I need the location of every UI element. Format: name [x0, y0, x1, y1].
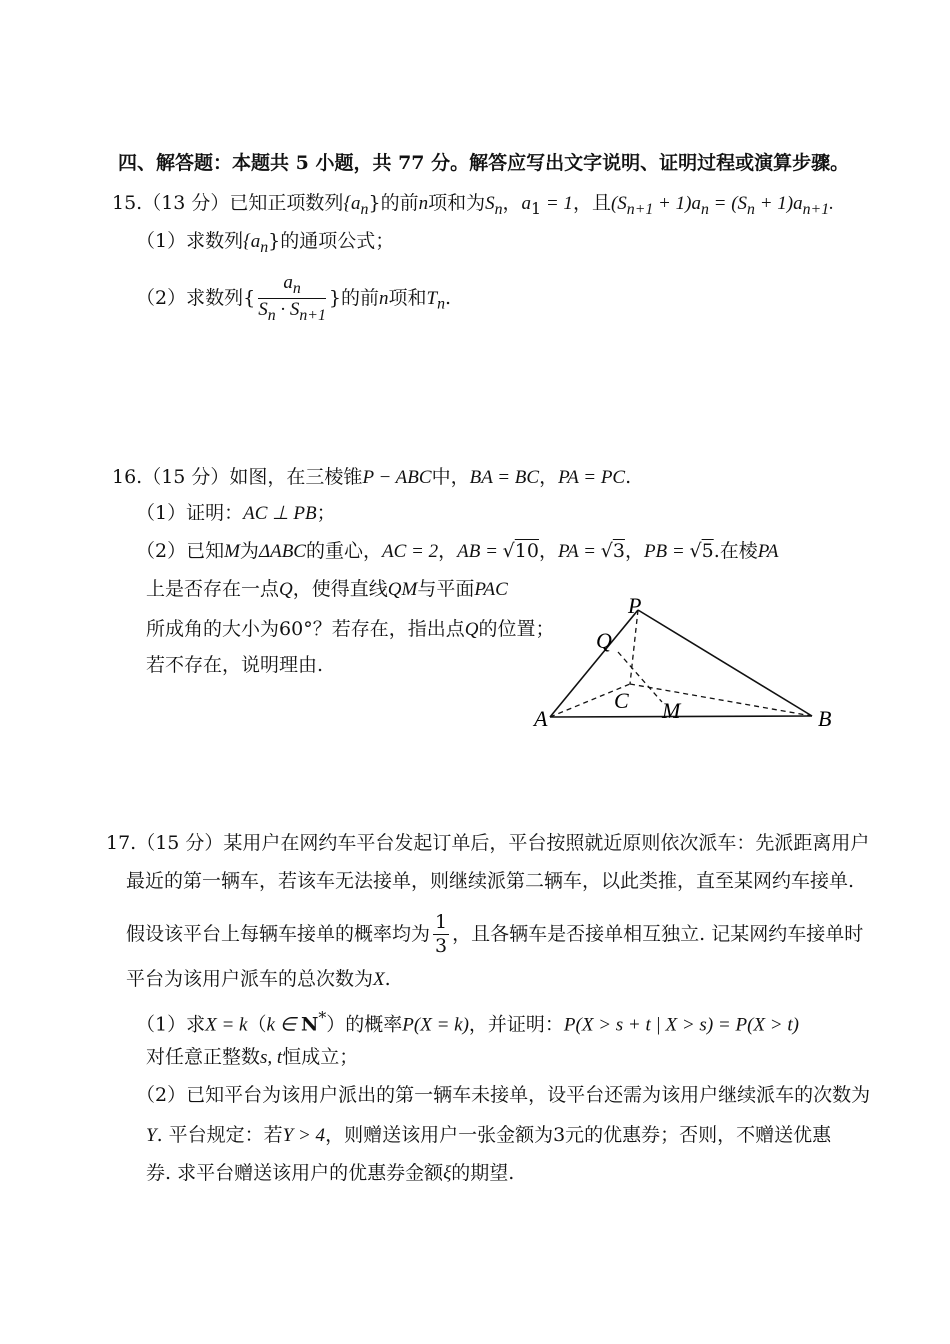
q17-line1: 17.（15 分）某用户在网约车平台发起订单后，平台按照就近原则依次派车：先派距离用户: [106, 832, 870, 854]
q16-line3: 上是否存在一点Q，使得直线QM与平面PAC: [146, 578, 508, 600]
q16-header: 16.（15 分）如图，在三棱锥: [112, 466, 363, 488]
q15-recurrence: $(S_{n+1} + 1)a_n = (S_n + 1)a_{n+1}$.: [610, 193, 834, 218]
q17-line3: 假设该平台上每辆车接单的概率均为 $\frac{1}{3}$ ，且各辆车是否接单相互独立. 记某网约车接单时: [126, 911, 864, 957]
edge-ab: [550, 716, 812, 717]
q17-part1: （1）求X = k（k ∈ N*）的概率P(X = k)，并证明：P(X > s + t | X > s) = P(X > t): [136, 1008, 799, 1036]
q17-part2-line1: （2）已知平台为该用户派出的第一辆车未接单，设平台还需为该用户继续派车的次数为: [136, 1084, 871, 1106]
q17-probability-fraction: $\frac{1}{3}$: [435, 911, 448, 957]
section-heading: 四、解答题：本题共 5 小题，共 77 分。解答应写出文字说明、证明过程或演算步骤。: [118, 152, 850, 174]
label-b: B: [818, 706, 832, 731]
label-q: Q: [596, 628, 612, 653]
q17-line2: 最近的第一辆车，若该车无法接单，则继续派第二辆车，以此类推，直至某网约车接单.: [126, 870, 855, 892]
q16-line4: 所成角的大小为60°？若存在，指出点Q的位置；: [146, 618, 555, 640]
q15-part1: （1）求数列$\{a_n\}$的通项公式；: [136, 230, 395, 256]
q16-part2: （2）已知M为ΔABC的重心，AC = 2，AB = √10，PA = √3，PB = √5.在棱PA: [136, 540, 779, 562]
q17-line4: 平台为该用户派车的总次数为X.: [126, 968, 391, 990]
label-p: P: [628, 596, 642, 618]
q16-line1: 16.（15 分）如图，在三棱锥P − ABC中，BA = BC，PA = PC.: [112, 466, 632, 488]
q15-fraction: $\frac{a_n}{S_n \cdot S_{n+1}}$: [258, 272, 326, 324]
label-a: A: [534, 706, 548, 731]
q16-part1: （1）证明：AC ⊥ PB；: [136, 502, 336, 524]
q15-header: 15.（13 分）已知正项数列: [112, 192, 344, 214]
q15-part2: （2）求数列{ $\frac{a_n}{S_n \cdot S_{n+1}}$ }的前n项和$T_n$.: [136, 272, 452, 324]
q17-part2-line2: Y. 平台规定：若Y > 4，则赠送该用户一张金额为3元的优惠券；否则，不赠送优惠: [146, 1124, 832, 1146]
q17-part2-line3: 券. 求平台赠送该用户的优惠券金额ξ的期望.: [146, 1162, 515, 1184]
tetrahedron-figure: [530, 596, 840, 732]
q17-part1-line2: 对任意正整数s, t恒成立；: [146, 1046, 359, 1068]
label-m: M: [662, 698, 681, 723]
q16-line5: 若不存在，说明理由.: [146, 654, 324, 676]
label-c: C: [614, 688, 629, 713]
q15-line1: 15.（13 分）已知正项数列$\{a_n\}$的前n项和为$S_n$，$a_1 = 1$，且$(S_{n+1} + 1)a_n = (S_n + 1)a_{n+1}$.: [112, 192, 834, 218]
